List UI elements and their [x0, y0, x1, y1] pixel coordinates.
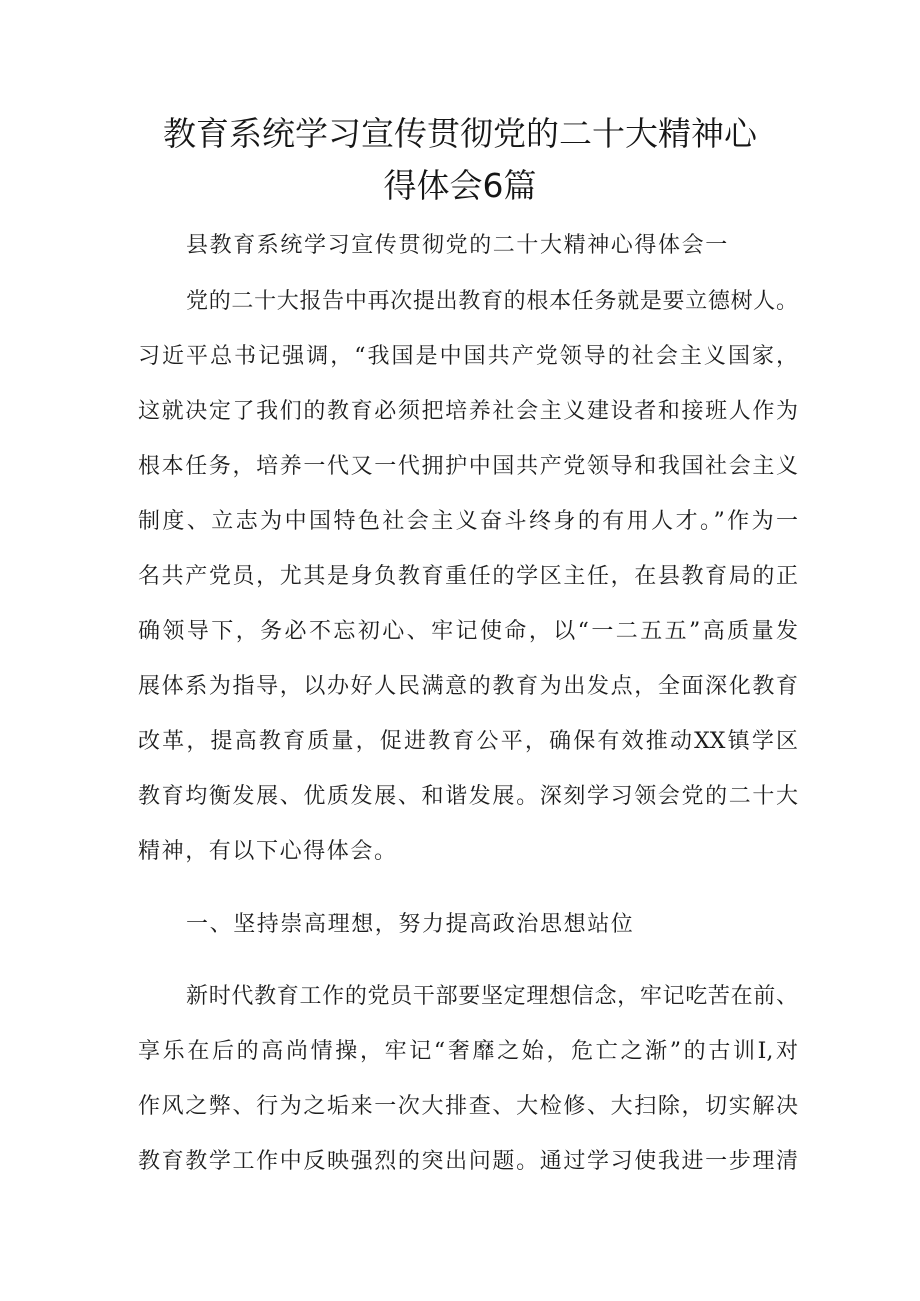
paragraph-line: 教育均衡发展、优质发展、和谐发展。深刻学习领会党的二十大 [138, 784, 798, 809]
paragraph-line: 展体系为指导，以办好人民满意的教育为出发点，全面深化教育 [138, 674, 798, 699]
paragraph-line: 改革，提高教育质量，促进教育公平，确保有效推动XX镇学区 [138, 729, 798, 754]
paragraph-line: 新时代教育工作的党员干部要坚定理想信念，牢记吃苦在前、 [186, 984, 798, 1009]
section-heading: 一、坚持崇高理想，努力提高政治思想站位 [186, 912, 635, 937]
paragraph-line: 制度、立志为中国特色社会主义奋斗终身的有用人才。”作为一 [138, 509, 798, 534]
paragraph-line: 作风之弊、行为之垢来一次大排查、大检修、大扫除，切实解决 [138, 1094, 798, 1119]
document-subtitle: 县教育系统学习宣传贯彻党的二十大精神心得体会一 [186, 233, 729, 258]
paragraph-line: 精神，有以下心得体会。 [138, 839, 398, 864]
document-title-line-1: 教育系统学习宣传贯彻党的二十大精神心 [163, 114, 757, 153]
paragraph-line: 习近平总书记强调，“我国是中国共产党领导的社会主义国家， [138, 344, 798, 369]
paragraph-line: 这就决定了我们的教育必须把培养社会主义建设者和接班人作为 [138, 399, 798, 424]
paragraph-line: 享乐在后的高尚情操，牢记“奢靡之始，危亡之渐”的古训I,对 [138, 1039, 798, 1064]
paragraph-line: 确领导下，务必不忘初心、牢记使命，以“一二五五”高质量发 [138, 619, 798, 644]
paragraph-line: 党的二十大报告中再次提出教育的根本任务就是要立德树人。 [186, 289, 798, 314]
paragraph-line: 教育教学工作中反映强烈的突出问题。通过学习使我进一步理清 [138, 1149, 798, 1174]
paragraph-line: 名共产党员，尤其是身负教育重任的学区主任，在县教育局的正 [138, 564, 798, 589]
paragraph-line: 根本任务，培养一代又一代拥护中国共产党领导和我国社会主义 [138, 454, 798, 479]
document-title-line-2: 得体会6篇 [383, 166, 537, 205]
